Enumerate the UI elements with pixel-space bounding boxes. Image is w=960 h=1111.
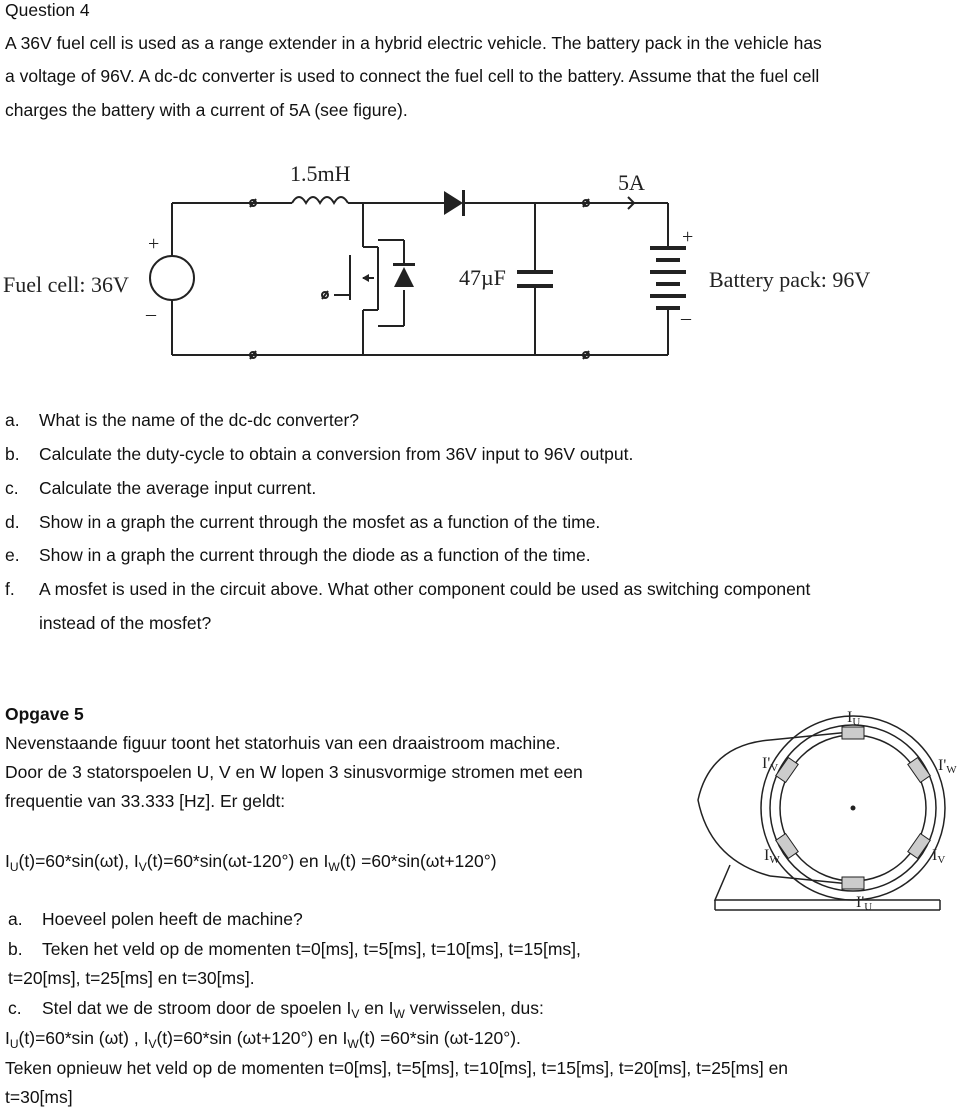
source-minus-sign: – bbox=[146, 303, 156, 325]
q5-intro-line-3: frequentie van 33.333 [Hz]. Er geldt: bbox=[5, 791, 286, 811]
q5-swapped-equations: $I_U(t)=60*\sin$ (ωt) , $I_V(t)=60*\sin$ (ωt+120°) en $I_W(t) =60*\sin$ (ωt-120°). bbox=[5, 1028, 521, 1051]
stator-housing-figure bbox=[690, 700, 960, 920]
q5-current-equations: $I_U(t)=60*\sin(\omega t)$, $I_V(t)=60*\sin(\omega t-120^\circ)$ en $I_W(t) =60*\sin(\omega t+120^\circ)$ bbox=[5, 851, 497, 874]
current-label: 5A bbox=[618, 170, 645, 195]
question-4-heading: Question 4 bbox=[5, 0, 90, 20]
q4-intro-line-3: charges the battery with a current of 5A (see figure). bbox=[5, 100, 408, 120]
capacitor-label: 47µF bbox=[459, 265, 506, 290]
q5-intro-line-1: Nevenstaande figuur toont het statorhuis van een draaistroom machine. bbox=[5, 733, 561, 753]
label-ipw: I'W bbox=[938, 757, 957, 776]
source-plus-sign: + bbox=[148, 233, 160, 255]
battery-minus-sign: – bbox=[681, 307, 691, 329]
label-iv: IV bbox=[932, 847, 946, 866]
battery-plus-sign: + bbox=[682, 226, 694, 248]
rotor-center-dot bbox=[851, 806, 856, 811]
boost-converter-circuit bbox=[0, 150, 960, 375]
q4-intro-line-1: A 36V fuel cell is used as a range extender in a hybrid electric vehicle. The battery pack in the vehicle has bbox=[5, 33, 822, 53]
q4-intro-line-2: a voltage of 96V. A dc-dc converter is used to connect the fuel cell to the battery. Assume that the fuel cell bbox=[5, 66, 820, 86]
inductor-label: 1.5mH bbox=[290, 161, 351, 186]
opgave-5-heading: Opgave 5 bbox=[5, 704, 84, 724]
battery-label: Battery pack: 96V bbox=[709, 267, 871, 292]
fuel-cell-label: Fuel cell: 36V bbox=[3, 272, 129, 297]
label-ipu: I'U bbox=[856, 894, 873, 913]
q5-outro-line-1: Teken opnieuw het veld op de momenten t=0[ms], t=5[ms], t=10[ms], t=15[ms], t=20[ms], t=25[ms] en bbox=[5, 1058, 789, 1078]
label-ipv: I'V bbox=[762, 755, 779, 774]
label-iu: IU bbox=[847, 709, 861, 728]
q4-question-f-continued: instead of the mosfet? bbox=[39, 613, 212, 633]
label-iw: IW bbox=[764, 847, 780, 866]
q5-question-b-continued: t=20[ms], t=25[ms] en t=30[ms]. bbox=[8, 968, 255, 988]
q5-outro-line-2: t=30[ms] bbox=[5, 1087, 73, 1107]
q5-intro-line-2: Door de 3 statorspoelen U, V en W lopen 3 sinusvormige stromen met een bbox=[5, 762, 583, 782]
